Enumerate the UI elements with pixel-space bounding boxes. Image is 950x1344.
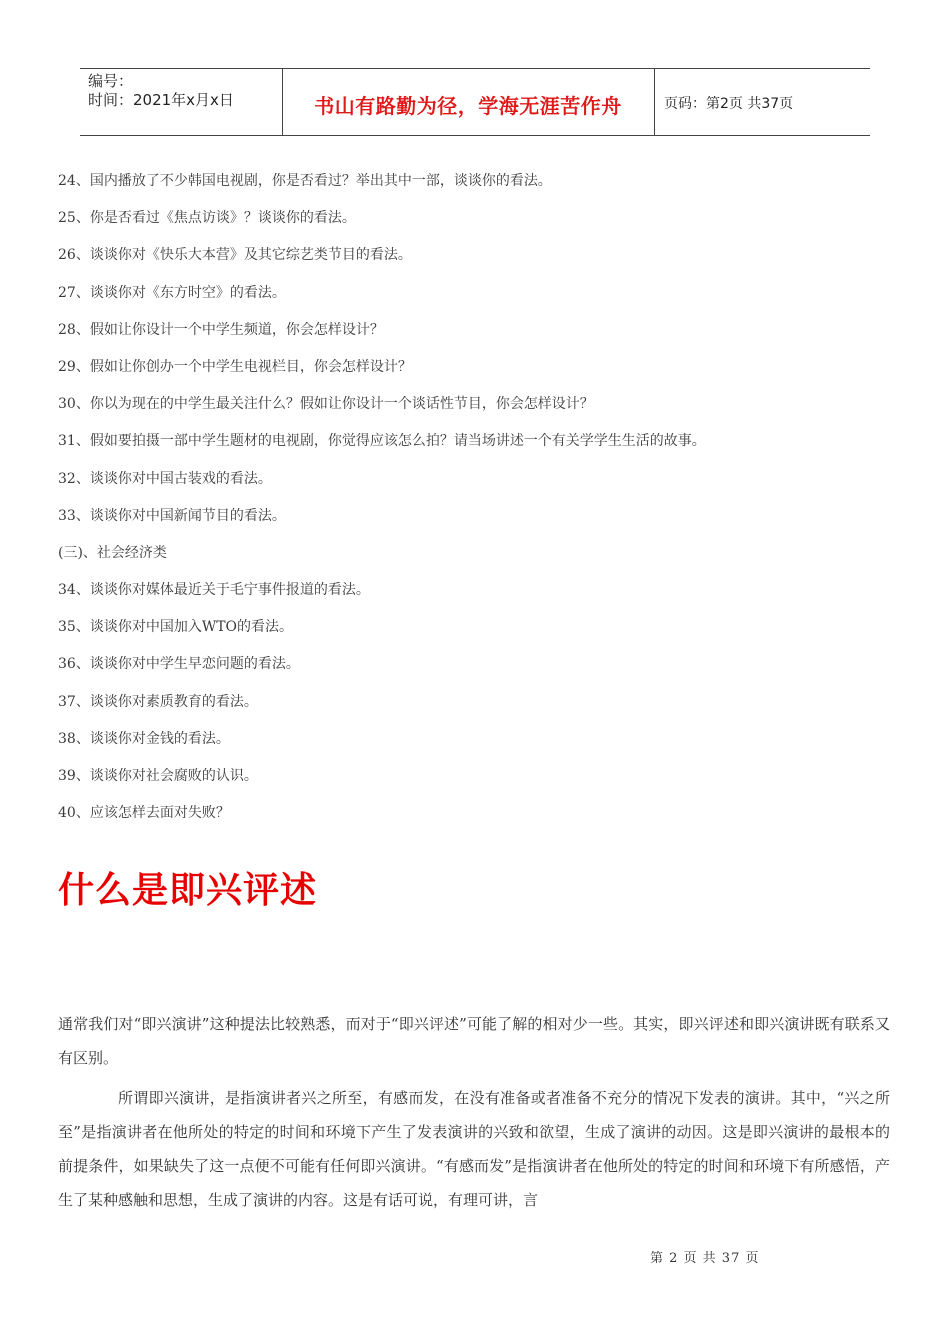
header-left-cell <box>88 72 234 110</box>
page-footer: 第 2 页 共 37 页 <box>650 1251 760 1266</box>
list-item: 38、谈谈你对金钱的看法。 <box>58 730 230 747</box>
article-heading: 什么是即兴评述 <box>58 870 318 911</box>
list-item: 24、国内播放了不少韩国电视剧，你是否看过？举出其中一部，谈谈你的看法。 <box>58 173 552 189</box>
header-top-rule <box>80 68 870 69</box>
header-divider-right <box>654 68 655 135</box>
list-item: 28、假如让你设计一个中学生频道，你会怎样设计？ <box>58 321 384 338</box>
list-item: 25、你是否看过《焦点访谈》？谈谈你的看法。 <box>58 210 356 227</box>
document-date-label: 时间：2021年x月x日 <box>88 91 234 109</box>
header-bottom-rule <box>80 135 870 136</box>
list-item: 27、谈谈你对《东方时空》的看法。 <box>58 284 286 301</box>
paragraph: 通常我们对“即兴演讲”这种提法比较熟悉，而对于“即兴评述”可能了解的相对少一些。其实，即兴评述和即兴演讲既有联系又有区别。 <box>58 1015 890 1067</box>
list-item: 40、应该怎样去面对失败？ <box>58 805 230 822</box>
header-page-info: 页码：第2页 共37页 <box>664 96 794 112</box>
list-item: 39、谈谈你对社会腐败的认识。 <box>58 768 258 784</box>
document-number-label: 编号： <box>88 72 134 90</box>
list-item: 36、谈谈你对中学生早恋问题的看法。 <box>58 656 300 673</box>
list-item: 37、谈谈你对素质教育的看法。 <box>58 693 258 710</box>
question-list <box>58 170 908 839</box>
list-item: 35、谈谈你对中国加入WTO的看法。 <box>58 619 294 636</box>
list-item: 34、谈谈你对媒体最近关于毛宁事件报道的看法。 <box>58 582 370 599</box>
section-heading: (三)、社会经济类 <box>58 544 167 561</box>
header-motto: 书山有路勤为径，学海无涯苦作舟 <box>314 94 622 118</box>
list-item: 30、你以为现在的中学生最关注什么？假如让你设计一个谈话性节目，你会怎样设计？ <box>58 396 594 413</box>
paragraph: 所谓即兴演讲，是指演讲者兴之所至，有感而发，在没有准备或者准备不充分的情况下发表的演讲。其中，“兴之所至”是指演讲者在他所处的特定的时间和环境下产生了发表演讲的兴致和欲望，生成了演讲的动因。这是即兴演讲的最根本的前提条件，如果缺失了这一点便不可能有任何即兴演讲。“有感而发”是指演讲者在他所处的特定的时间和环境下有所感悟，产生了某种感触和思想，生成了演讲的内容。这是有话可说，有理可讲，言 <box>58 1089 890 1209</box>
list-item: 26、谈谈你对《快乐大本营》及其它综艺类节目的看法。 <box>58 247 412 264</box>
list-item: 29、假如让你创办一个中学生电视栏目，你会怎样设计？ <box>58 358 412 375</box>
list-item: 31、假如要拍摄一部中学生题材的电视剧，你觉得应该怎么拍？请当场讲述一个有关学学生生活的故事。 <box>58 433 706 450</box>
list-item: 33、谈谈你对中国新闻节目的看法。 <box>58 507 286 524</box>
list-item: 32、谈谈你对中国古装戏的看法。 <box>58 470 272 487</box>
